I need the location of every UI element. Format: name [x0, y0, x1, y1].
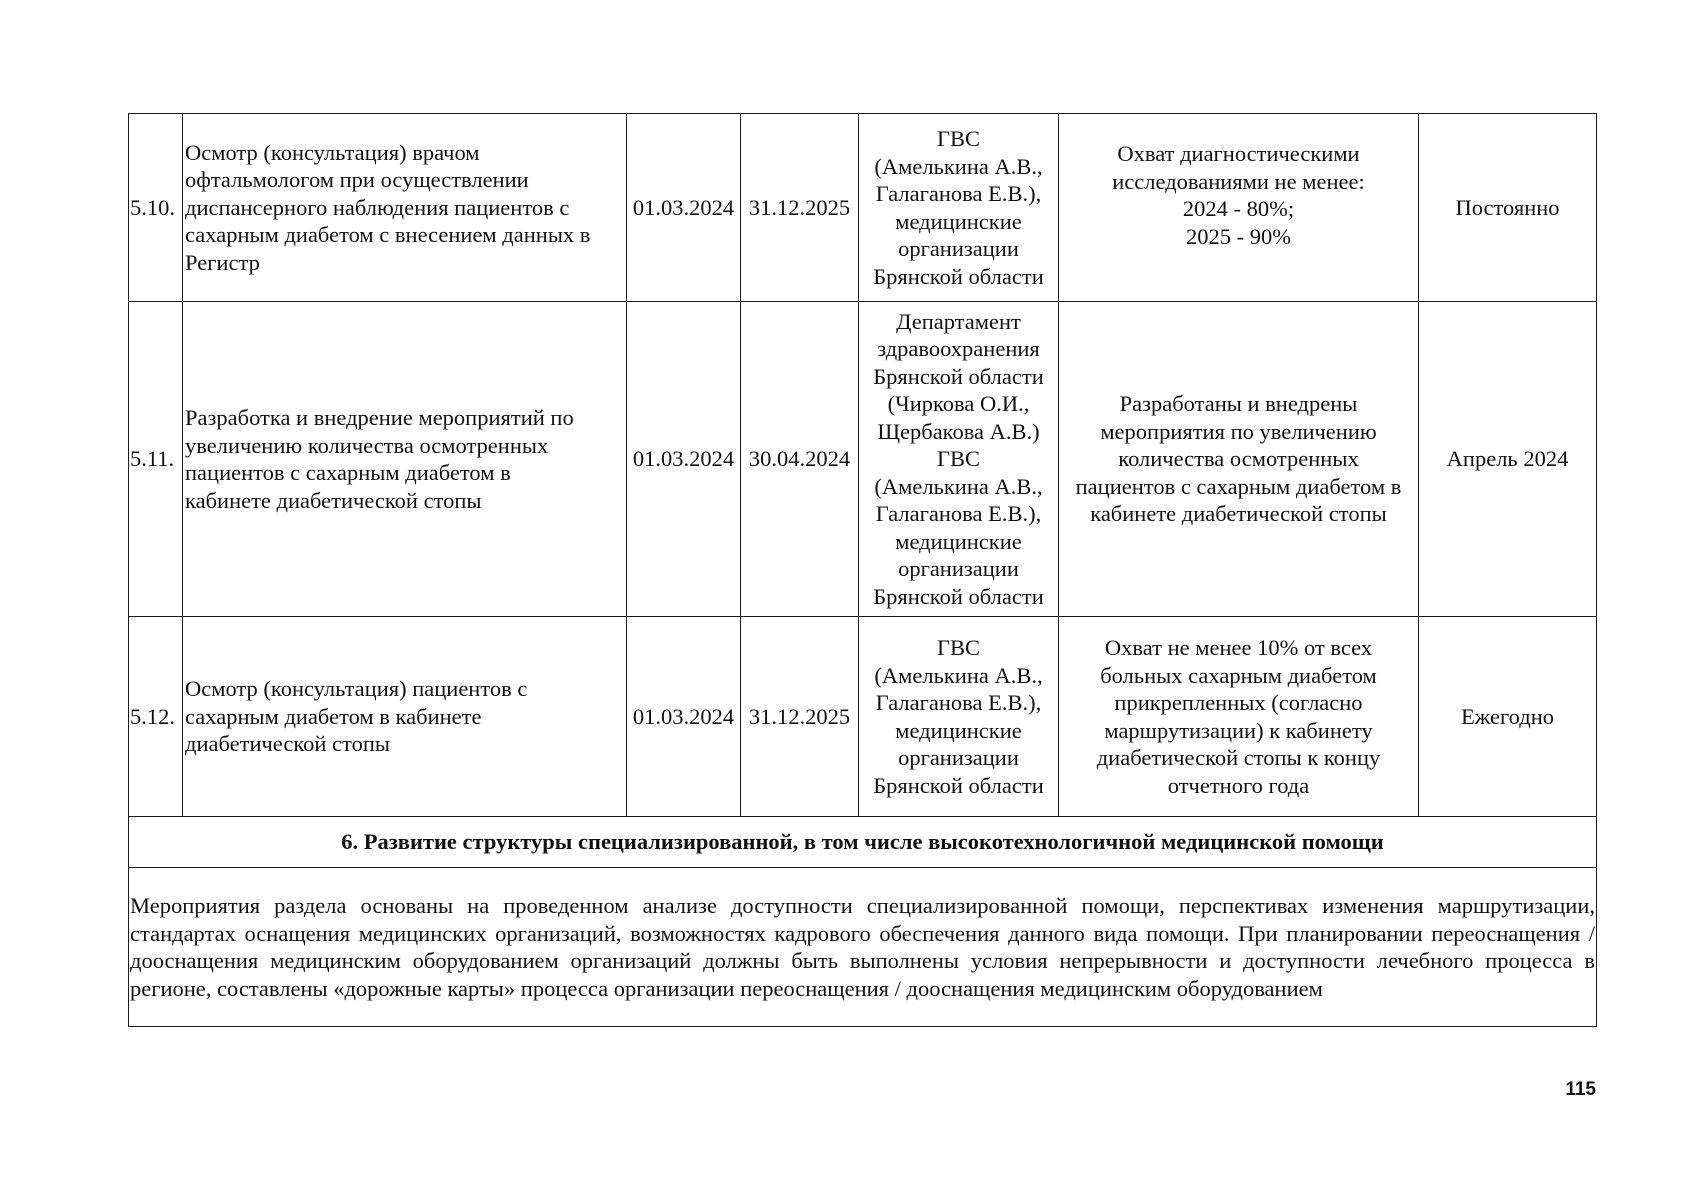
expected-result: Охват не менее 10% от всех больных сахарным диабетом прикрепленных (согласно маршрутизации) к кабинету диабетической стопы к концу отчетного года — [1059, 617, 1419, 817]
section-paragraph: Мероприятия раздела основаны на проведенном анализе доступности специализированной помощи, перспективах изменения маршрутизации, стандартах оснащения медицинских организаций, возможностях кадрового обеспечения данного вида помощи. При планировании переоснащения / дооснащения медицинским оборудованием организаций должны быть выполнены условия непрерывности и доступности лечебного процесса в регионе, составлены «дорожные карты» процесса организации переоснащения / дооснащения медицинским оборудованием — [129, 868, 1597, 1027]
frequency: Апрель 2024 — [1419, 302, 1597, 617]
responsible-executor: Департамент здравоохранения Брянской области (Чиркова О.И., Щербакова А.В.) ГВС (Амелькина А.В., Галаганова Е.В.), медицинские организации Брянской области — [859, 302, 1059, 617]
table-row — [129, 302, 1597, 617]
section-header-row — [129, 817, 1597, 868]
start-date: 01.03.2024 — [627, 302, 741, 617]
start-date: 01.03.2024 — [627, 114, 741, 302]
measure-name: Осмотр (консультация) пациентов с сахарным диабетом в кабинете диабетической стопы — [183, 617, 627, 817]
responsible-executor: ГВС (Амелькина А.В., Галаганова Е.В.), медицинские организации Брянской области — [859, 617, 1059, 817]
row-number: 5.11. — [129, 302, 183, 617]
measures-table — [128, 113, 1597, 1027]
section-text-row — [129, 868, 1597, 1027]
start-date: 01.03.2024 — [627, 617, 741, 817]
table-row — [129, 114, 1597, 302]
frequency: Постоянно — [1419, 114, 1597, 302]
measure-name: Разработка и внедрение мероприятий по увеличению количества осмотренных пациентов с сахарным диабетом в кабинете диабетической стопы — [183, 302, 627, 617]
frequency: Ежегодно — [1419, 617, 1597, 817]
end-date: 31.12.2025 — [741, 617, 859, 817]
end-date: 30.04.2024 — [741, 302, 859, 617]
responsible-executor: ГВС (Амелькина А.В., Галаганова Е.В.), медицинские организации Брянской области — [859, 114, 1059, 302]
page-number: 115 — [1565, 1079, 1596, 1100]
end-date: 31.12.2025 — [741, 114, 859, 302]
section-title: 6. Развитие структуры специализированной, в том числе высокотехнологичной медицинской помощи — [129, 817, 1597, 868]
expected-result: Охват диагностическими исследованиями не менее: 2024 - 80%; 2025 - 90% — [1059, 114, 1419, 302]
row-number: 5.12. — [129, 617, 183, 817]
row-number: 5.10. — [129, 114, 183, 302]
expected-result: Разработаны и внедрены мероприятия по увеличению количества осмотренных пациентов с сахарным диабетом в кабинете диабетической стопы — [1059, 302, 1419, 617]
measure-name: Осмотр (консультация) врачом офтальмологом при осуществлении диспансерного наблюдения пациентов с сахарным диабетом с внесением данных в Регистр — [183, 114, 627, 302]
table-row — [129, 617, 1597, 817]
